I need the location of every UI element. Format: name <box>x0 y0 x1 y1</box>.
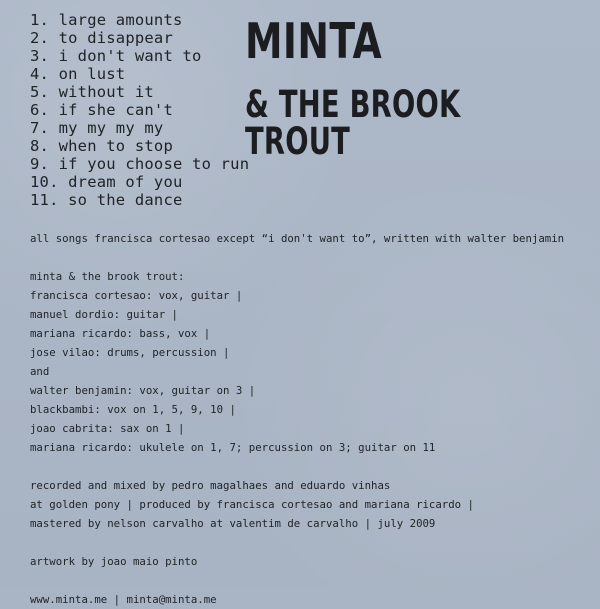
band-subtitle: & THE BROOK TROUT <box>245 83 461 163</box>
recording-credit: at golden pony | produced by francisca cortesao and mariana ricardo | <box>30 498 474 511</box>
spacer <box>30 533 564 552</box>
guest-musician: joao cabrita: sax on 1 | <box>30 422 185 435</box>
spacer <box>30 248 564 267</box>
credits-block <box>30 229 564 609</box>
track-item: 9. if you choose to run <box>30 155 250 173</box>
track-item: 5. without it <box>30 83 154 101</box>
guest-musician: mariana ricardo: ukulele on 1, 7; percussion on 3; guitar on 11 <box>30 441 436 454</box>
band-header: minta & the brook trout: <box>30 270 185 283</box>
recording-credit: recorded and mixed by pedro magalhaes and eduardo vinhas <box>30 479 391 492</box>
track-item: 2. to disappear <box>30 29 173 47</box>
track-item: 3. i don't want to <box>30 47 202 65</box>
guest-musician: walter benjamin: vox, guitar on 3 | <box>30 384 256 397</box>
guest-musician: blackbambi: vox on 1, 5, 9, 10 | <box>30 403 236 416</box>
band-member: francisca cortesao: vox, guitar | <box>30 289 243 302</box>
contact-info: www.minta.me | minta@minta.me <box>30 593 217 606</box>
track-item: 1. large amounts <box>30 11 183 29</box>
spacer <box>30 571 564 590</box>
band-member: manuel dordio: guitar | <box>30 308 178 321</box>
band-member: jose vilao: drums, percussion | <box>30 346 230 359</box>
songwriting-note: all songs francisca cortesao except “i don't want to”, written with walter benjamin <box>30 232 565 245</box>
track-item: 11. so the dance <box>30 191 183 209</box>
spacer <box>30 457 564 476</box>
and-separator: and <box>30 365 50 378</box>
track-list <box>30 11 249 209</box>
track-item: 6. if she can't <box>30 101 173 119</box>
band-member: mariana ricardo: bass, vox | <box>30 327 211 340</box>
track-item: 4. on lust <box>30 65 126 83</box>
band-name-title: MINTA <box>245 13 383 70</box>
track-item: 10. dream of you <box>30 173 183 191</box>
artwork-credit: artwork by joao maio pinto <box>30 555 198 568</box>
track-item: 8. when to stop <box>30 137 173 155</box>
recording-credit: mastered by nelson carvalho at valentim de carvalho | july 2009 <box>30 517 436 530</box>
track-item: 7. my my my my <box>30 119 164 137</box>
